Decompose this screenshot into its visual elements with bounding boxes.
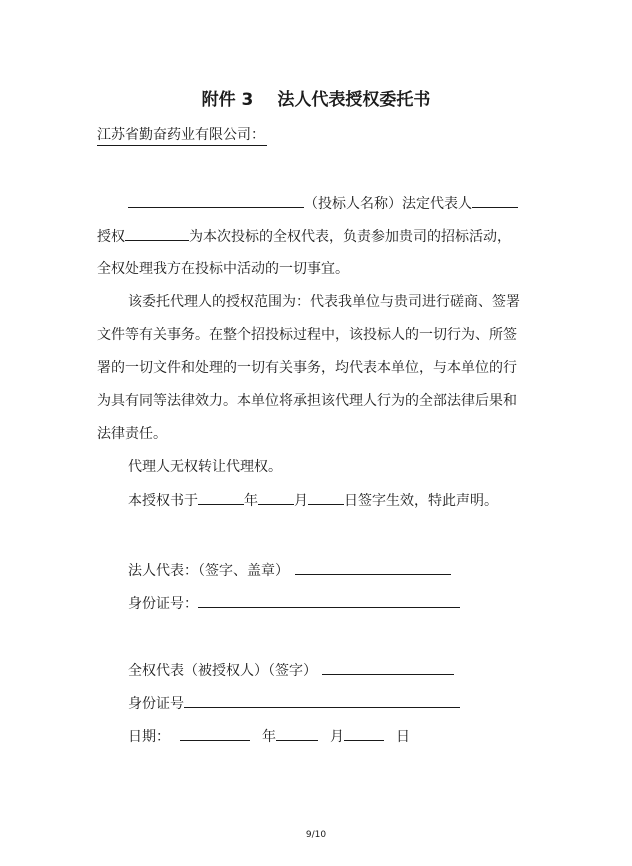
authorized-rep-label: 全权代表（被授权人）（签字） [128, 663, 317, 679]
signature-month-blank [276, 726, 318, 741]
effective-month-blank [258, 490, 294, 505]
para3: 代理人无权转让代理权。 [128, 459, 282, 475]
authorized-rep-signature-line [128, 660, 454, 681]
legal-rep-id-line [128, 593, 460, 614]
signature-month-label: 月 [330, 729, 344, 745]
para2-line3: 署的一切文件和处理的一切有关事务，均代表本单位，与本单位的行 [97, 360, 517, 376]
authorization-text: 为本次投标的全权代表，负责参加贵司的招标活动， [189, 229, 511, 245]
effective-year-label: 年 [244, 493, 258, 509]
page-number: 9/10 [305, 830, 327, 840]
effective-date-line [128, 490, 498, 511]
title-text: 法人代表授权委托书 [277, 90, 431, 110]
recipient-company: 江苏省勤奋药业有限公司： [97, 125, 267, 146]
effective-day-blank [308, 490, 344, 505]
effective-date-suffix: 日签字生效，特此声明。 [344, 493, 498, 509]
authorized-rep-id-blank [184, 693, 460, 708]
para2-line2: 文件等有关事务。在整个招投标过程中，该投标人的一切行为、所签 [97, 327, 517, 343]
legal-rep-signature-blank [295, 560, 451, 575]
attachment-number: 附件 3 [201, 90, 254, 110]
document-title [0, 88, 632, 112]
bidder-name-label: （投标人名称）法定代表人 [304, 196, 472, 212]
authorized-rep-id-label: 身份证号 [128, 696, 184, 712]
legal-rep-id-label: 身份证号： [128, 596, 198, 612]
authorize-label: 授权 [97, 229, 125, 245]
legal-rep-signature-label: 法人代表：（签字、盖章） [128, 563, 289, 579]
effective-month-label: 月 [294, 493, 308, 509]
bidder-name-line [128, 193, 518, 214]
legal-rep-name-blank [472, 193, 518, 208]
para2-line1: 该委托代理人的授权范围为：代表我单位与贵司进行磋商、签署 [128, 294, 520, 310]
bidder-name-blank [128, 193, 304, 208]
effective-date-prefix: 本授权书于 [128, 493, 198, 509]
signature-year-blank [180, 726, 250, 741]
legal-rep-id-blank [198, 593, 460, 608]
authorization-line [97, 226, 511, 247]
signature-day-label: 日 [396, 729, 410, 745]
authorized-rep-id-line [128, 693, 460, 714]
effective-year-blank [198, 490, 244, 505]
signature-date-label: 日期： [128, 729, 170, 745]
para2-line4: 为具有同等法律效力。本单位将承担该代理人行为的全部法律后果和 [97, 393, 517, 409]
para2-line5: 法律责任。 [97, 426, 167, 442]
signature-year-label: 年 [262, 729, 276, 745]
signature-day-blank [344, 726, 384, 741]
authorized-rep-signature-blank [322, 660, 454, 675]
agent-name-blank [125, 226, 189, 241]
para1-line3: 全权处理我方在投标中活动的一切事宜。 [97, 261, 349, 277]
signature-date-line [128, 726, 410, 747]
legal-rep-signature-line [128, 560, 451, 581]
